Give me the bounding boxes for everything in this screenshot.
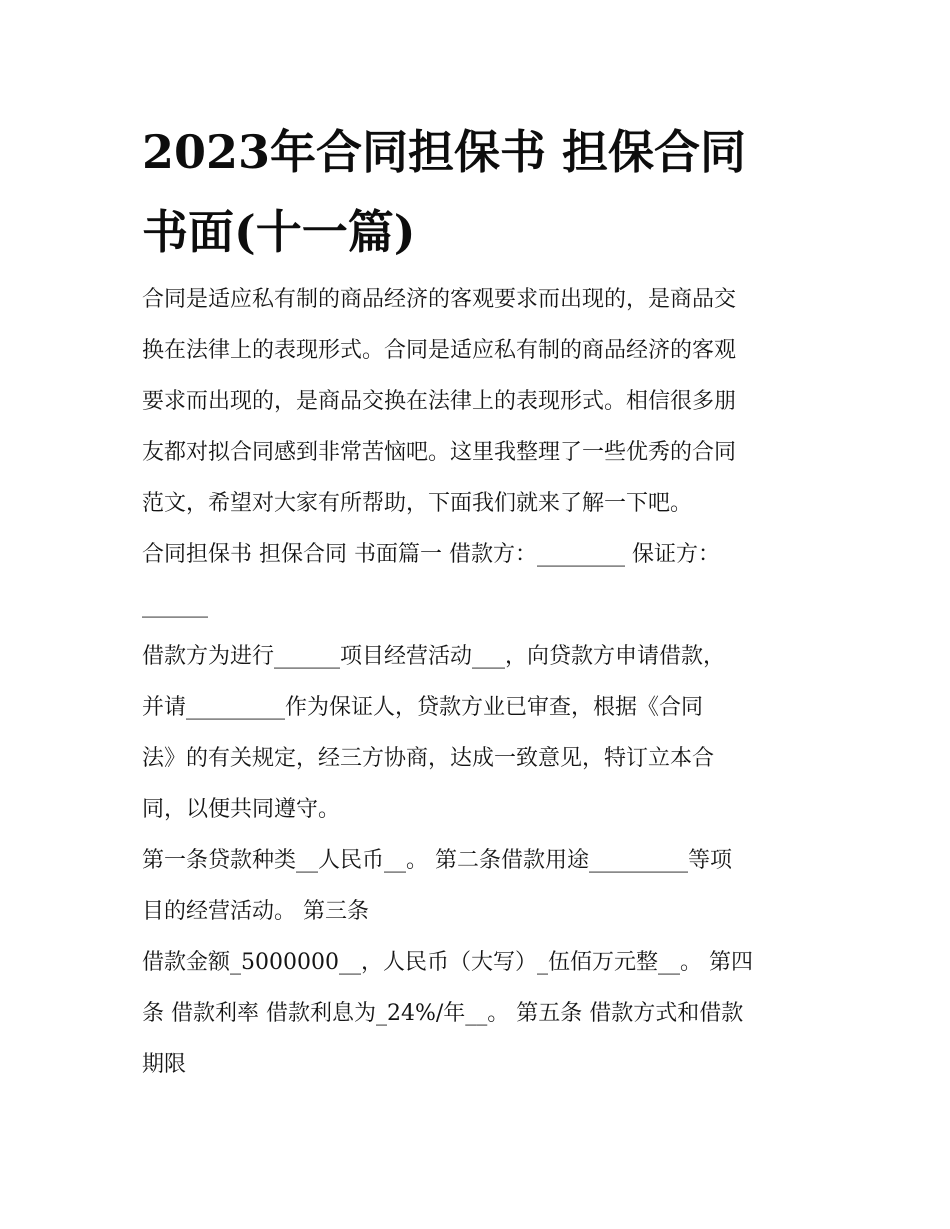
text-line: 合同担保书 担保合同 书面篇一 借款方：________ 保证方： xyxy=(142,542,720,567)
text-line: 第一条贷款种类__人民币__。 第二条借款用途_________等项 xyxy=(142,848,732,873)
text-line: 借款金额_5000000__，人民币（大写）_伍佰万元整__。 第四 xyxy=(142,950,753,975)
document-title xyxy=(142,112,832,272)
text-line: ______ xyxy=(142,593,208,618)
text-line: 条 借款利率 借款利息为_24%/年__。 第五条 借款方式和借款 xyxy=(142,1001,744,1026)
title-line: 2023年合同担保书 担保合同 xyxy=(142,125,747,179)
parties-paragraph xyxy=(142,529,822,631)
text-line: 期限 xyxy=(142,1052,187,1077)
preamble-paragraph xyxy=(142,631,822,835)
text-line: 并请_________作为保证人，贷款方业已审查，根据《合同 xyxy=(142,695,704,720)
text-line: 范文，希望对大家有所帮助，下面我们就来了解一下吧。 xyxy=(142,491,693,516)
text-line: 同，以便共同遵守。 xyxy=(142,797,341,822)
text-line: 友都对拟合同感到非常苦恼吧。这里我整理了一些优秀的合同 xyxy=(142,440,737,465)
text-line: 要求而出现的，是商品交换在法律上的表现形式。相信很多朋 xyxy=(142,389,737,414)
text-line: 合同是适应私有制的商品经济的客观要求而出现的，是商品交 xyxy=(142,287,737,312)
text-line: 目的经营活动。 第三条 xyxy=(142,899,369,924)
text-line: 借款方为进行______项目经营活动___，向贷款方申请借款， xyxy=(142,644,726,669)
clause-paragraph xyxy=(142,835,822,937)
intro-paragraph xyxy=(142,274,822,529)
text-line: 法》的有关规定，经三方协商，达成一致意见，特订立本合 xyxy=(142,746,715,771)
text-line: 换在法律上的表现形式。合同是适应私有制的商品经济的客观 xyxy=(142,338,737,363)
clause-paragraph xyxy=(142,937,822,1090)
title-line: 书面(十一篇) xyxy=(142,205,416,259)
